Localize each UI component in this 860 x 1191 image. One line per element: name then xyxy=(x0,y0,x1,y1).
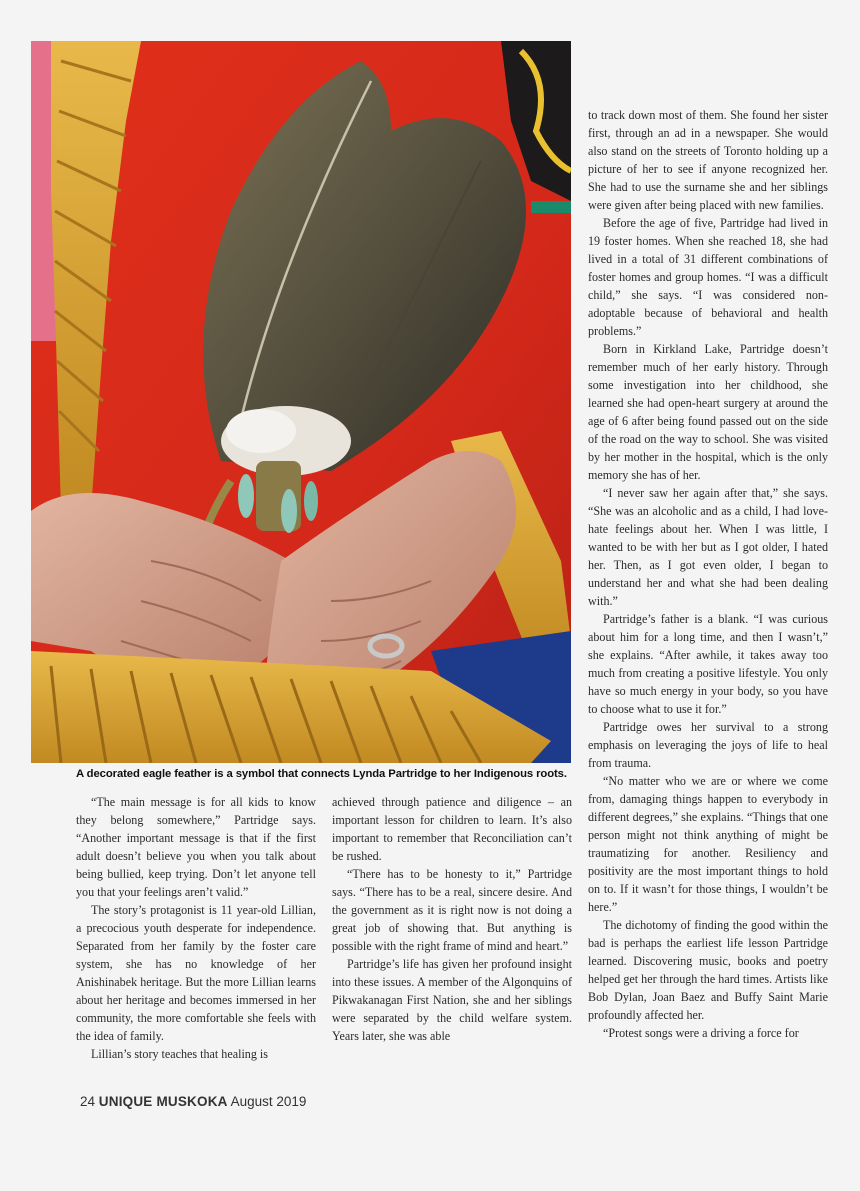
page-number: 24 xyxy=(80,1094,96,1109)
paragraph: Lillian’s story teaches that healing is xyxy=(91,1047,268,1061)
photo-caption: A decorated eagle feather is a symbol that connects Lynda Partridge to her Indigenous roots. xyxy=(76,768,567,780)
paragraph: Partridge’s father is a blank. “I was curious about him for a long time, and then I wasn’t,” she explains. “After awhile, it takes away too much from creating a positive lifestyle. You only have so much energy in your body, so you have to choose what to use it for.” xyxy=(588,612,828,716)
magazine-name: UNIQUE MUSKOKA xyxy=(98,1094,228,1109)
issue-date: August 2019 xyxy=(230,1094,307,1109)
article-column-2 xyxy=(332,793,572,1045)
paragraph: “No matter who we are or where we come from, damaging things happen to everybody in different degrees,” she explains. “Things that one person might not think anything of might be traumatizing for another. Resiliency and positivity are the most important things to hold on to. If it wasn’t for those things, I wouldn’t be here.” xyxy=(588,774,828,914)
eagle-feather-image xyxy=(31,41,571,763)
paragraph: achieved through patience and diligence – an important lesson for children to learn. It’s also important to remember that Reconciliation can’t be rushed. xyxy=(332,795,572,863)
paragraph: “I never saw her again after that,” she says. “She was an alcoholic and as a child, I had love-hate feelings about her. When I was little, I wanted to be with her but as I got older, I hated her. Then, as I got even older, I began to understand her and what she had been dealing with.” xyxy=(588,486,828,608)
paragraph: Before the age of five, Partridge had lived in 19 foster homes. When she reached 18, she had lived in a total of 31 different combinations of foster homes and group homes. “I was a difficult child,” she says. “I was considered non-adoptable because of behavioral and health problems.” xyxy=(588,216,828,338)
feature-photo xyxy=(31,41,571,763)
paragraph: “The main message is for all kids to know they belong somewhere,” Partridge says. “Another important message is that if the first adult doesn’t believe you when you talk about being bullied, keep trying. Don’t let anyone tell you that your feelings aren’t valid.” xyxy=(76,795,316,899)
paragraph: Partridge owes her survival to a strong emphasis on leveraging the joys of life to heal from trauma. xyxy=(588,720,828,770)
paragraph: to track down most of them. She found her sister first, through an ad in a newspaper. She would also stand on the streets of Toronto holding up a picture of her to see if anyone recognized her. She had to use the surname she and her siblings were given after being placed with new families. xyxy=(588,108,828,212)
article-column-1 xyxy=(76,793,316,1063)
paragraph: “There has to be honesty to it,” Partridge says. “There has to be a real, sincere desire. And the government as it is right now is not doing a great job of showing that. But anything is possible with the right frame of mind and heart.” xyxy=(332,867,572,953)
article-column-3 xyxy=(588,106,828,1042)
paragraph: Born in Kirkland Lake, Partridge doesn’t remember much of her early history. Through some investigation into her childhood, she learned she had open-heart surgery at around the age of 6 after being found passed out on the side of the road on the way to school. She was visited by her mother in the hospital, which is the only memory she has of her. xyxy=(588,342,828,482)
paragraph: The story’s protagonist is 11 year-old Lillian, a precocious youth desperate for independence. Separated from her family by the foster care system, she has no knowledge of her Anishinabek heritage. But the more Lillian learns about her heritage and becomes immersed in her community, the more comfortable she feels with the idea of family. xyxy=(76,903,316,1043)
paragraph: “Protest songs were a driving a force for xyxy=(603,1026,799,1040)
paragraph: Partridge’s life has given her profound insight into these issues. A member of the Algonquins of Pikwakanagan First Nation, she and her siblings were separated by the child welfare system. Years later, she was able xyxy=(332,957,572,1043)
page-footer xyxy=(80,1094,306,1109)
paragraph: The dichotomy of finding the good within the bad is perhaps the earliest life lesson Partridge learned. Discovering music, books and poetry helped get her through the hard times. Artists like Bob Dylan, Joan Baez and Buffy Saint Marie profoundly affected her. xyxy=(588,918,828,1022)
